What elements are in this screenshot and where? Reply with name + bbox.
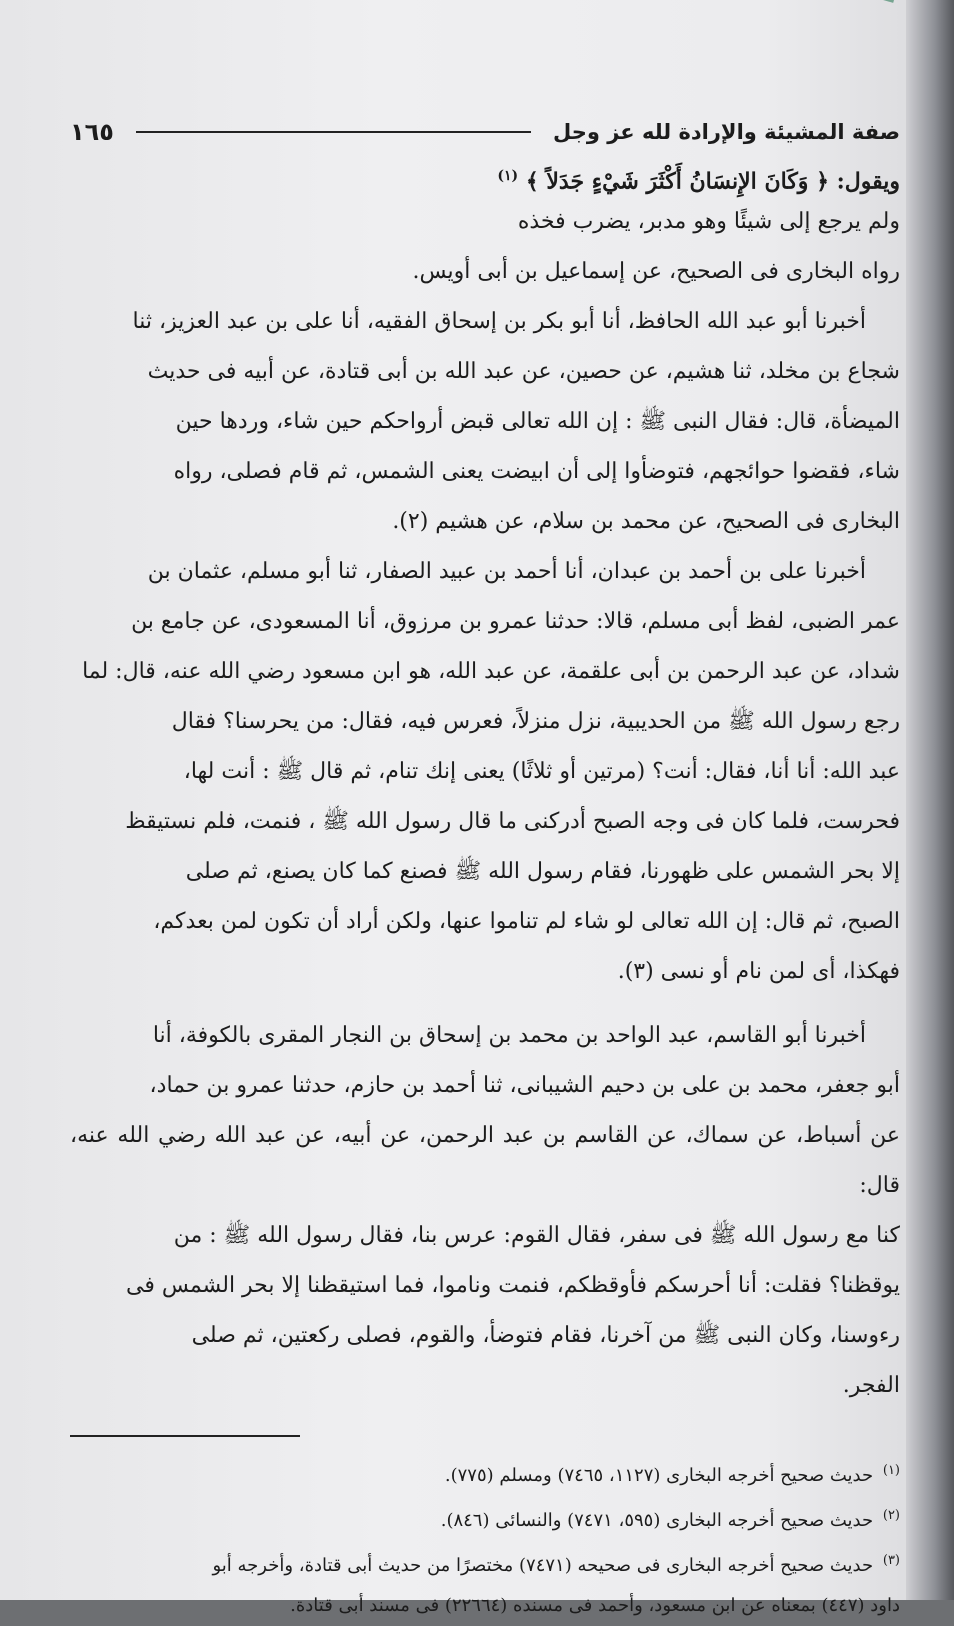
footnote-rule: [70, 1435, 300, 1437]
text-line: أخبرنا أبو عبد الله الحافظ، أنا أبو بكر بن إسحاق الفقيه، أنا على بن عبد العزيز، ثنا: [132, 309, 866, 335]
footnote-ref: (١): [497, 168, 519, 184]
footnote-text: حديث صحيح أخرجه البخارى فى صحيحه (٧٤٧١) مختصرًا من حديث أبى قتادة، وأخرجه أبو: [212, 1555, 874, 1577]
text-line: رءوسنا، وكان النبى ﷺ من آخرنا، فقام فتوضأ، والقوم، فصلى ركعتين، ثم صلى: [191, 1323, 900, 1349]
footnote-3-continued: [70, 1586, 900, 1626]
footnote-2: [70, 1496, 900, 1541]
paragraph-2: [70, 297, 900, 547]
footnote-3: [70, 1541, 900, 1586]
text-line: شاء، فقضوا حوائجهم، فتوضأوا إلى أن ابيضت يعنى الشمس، ثم قام فصلى، رواه: [173, 459, 900, 485]
running-title: صفة المشيئة والإرادة لله عز وجل: [553, 120, 900, 144]
footnote-number: (٣): [882, 1553, 900, 1569]
page-content: [70, 110, 900, 1626]
footnote-text: حديث صحيح أخرجه البخارى (١١٢٧، ٧٤٦٥) ومسلم (٧٧٥).: [444, 1465, 874, 1487]
text-line: ولم يرجع إلى شيئًا وهو مدبر، يضرب فخذه: [517, 209, 900, 235]
book-spine-shadow: [906, 0, 954, 1600]
text-line: فحرست، فلما كان فى وجه الصبح أدركنى ما قال رسول الله ﷺ ، فنمت، فلم نستيقظ: [125, 809, 900, 835]
text-line: أخبرنا على بن أحمد بن عبدان، أنا أحمد بن عبيد الصفار، ثنا أبو مسلم، عثمان بن: [147, 559, 866, 585]
footnote-1: [70, 1451, 900, 1496]
text-line: رجع رسول الله ﷺ من الحديبية، نزل منزلاً، فعرس فيه، فقال: من يحرسنا؟ فقال: [171, 709, 900, 735]
footnote-number: (١): [882, 1463, 900, 1479]
text-line: الصبح، ثم قال: إن الله تعالى لو شاء لم تناموا عنها، ولكن أراد أن تكون لمن بعدكم،: [153, 909, 900, 935]
text-line: الميضأة، قال: فقال النبى ﷺ : إن الله تعالى قبض أرواحكم حين شاء، وردها حين: [175, 409, 900, 435]
footnote-text: حديث صحيح أخرجه البخارى (٥٩٥، ٧٤٧١) والنسائى (٨٤٦).: [440, 1510, 874, 1532]
paragraph-1: [70, 197, 900, 297]
text-line: الفجر.: [842, 1373, 900, 1399]
paragraph-3: [70, 547, 900, 997]
text-line: عن أسباط، عن سماك، عن القاسم بن عبد الرحمن، عن أبيه، عن عبد الله رضي الله عنه، قال:: [70, 1123, 900, 1199]
quran-verse: ﴿ وَكَانَ الإِنسَانُ أَكْثَرَ شَيْءٍ جَدَلاً ﴾: [525, 168, 829, 195]
lead-line: [70, 160, 900, 197]
corner-mark: [676, 0, 894, 89]
footnote-number: (٢): [882, 1508, 900, 1524]
text-line: فهكذا، أى لمن نام أو نسى (٣).: [617, 959, 900, 985]
text-line: البخارى فى الصحيح، عن محمد بن سلام، عن هشيم (٢).: [392, 509, 900, 535]
text-line: أخبرنا أبو القاسم، عبد الواحد بن محمد بن إسحاق بن النجار المقرى بالكوفة، أنا: [152, 1023, 866, 1049]
text-line: شجاع بن مخلد، ثنا هشيم، عن حصين، عن عبد الله بن أبى قتادة، عن أبيه فى حديث: [147, 359, 900, 385]
text-line: عمر الضبى، لفظ أبى مسلم، قالا: حدثنا عمرو بن مرزوق، أنا المسعودى، عن جامع بن: [131, 609, 900, 635]
header-rule: [136, 131, 531, 133]
text-line: شداد، عن عبد الرحمن بن أبى علقمة، عن عبد الله، هو ابن مسعود رضي الله عنه، قال: لما: [82, 659, 900, 685]
text-line: رواه البخارى فى الصحيح، عن إسماعيل بن أبى أويس.: [412, 259, 900, 285]
text-line: إلا بحر الشمس على ظهورنا، فقام رسول الله ﷺ فصنع كما كان يصنع، ثم صلى: [185, 859, 900, 885]
text-line: يوقظنا؟ فقلت: أنا أحرسكم فأوقظكم، فنمت وناموا، فما استيقظنا إلا بحر الشمس فى: [126, 1273, 900, 1299]
page-number: ١٦٥: [70, 118, 114, 146]
footnotes: [70, 1451, 900, 1626]
paragraph-4: [70, 1011, 900, 1411]
lead-line-text: ويقول:: [836, 168, 900, 195]
text-line: عبد الله: أنا أنا، فقال: أنت؟ (مرتين أو ثلاثًا) يعنى إنك تنام، ثم قال ﷺ : أنت لها،: [183, 759, 900, 785]
text-line: أبو جعفر، محمد بن على بن دحيم الشيبانى، ثنا أحمد بن حازم، حدثنا عمرو بن حماد،: [149, 1073, 900, 1099]
page-header: [70, 110, 900, 154]
footnote-text: داود (٤٤٧) بمعناه عن ابن مسعود، وأحمد فى مسنده (٢٢٦٦٤) فى مسند أبى قتادة.: [290, 1595, 900, 1617]
text-line: كنا مع رسول الله ﷺ فى سفر، فقال القوم: عرس بنا، فقال رسول الله ﷺ : من: [173, 1223, 900, 1249]
